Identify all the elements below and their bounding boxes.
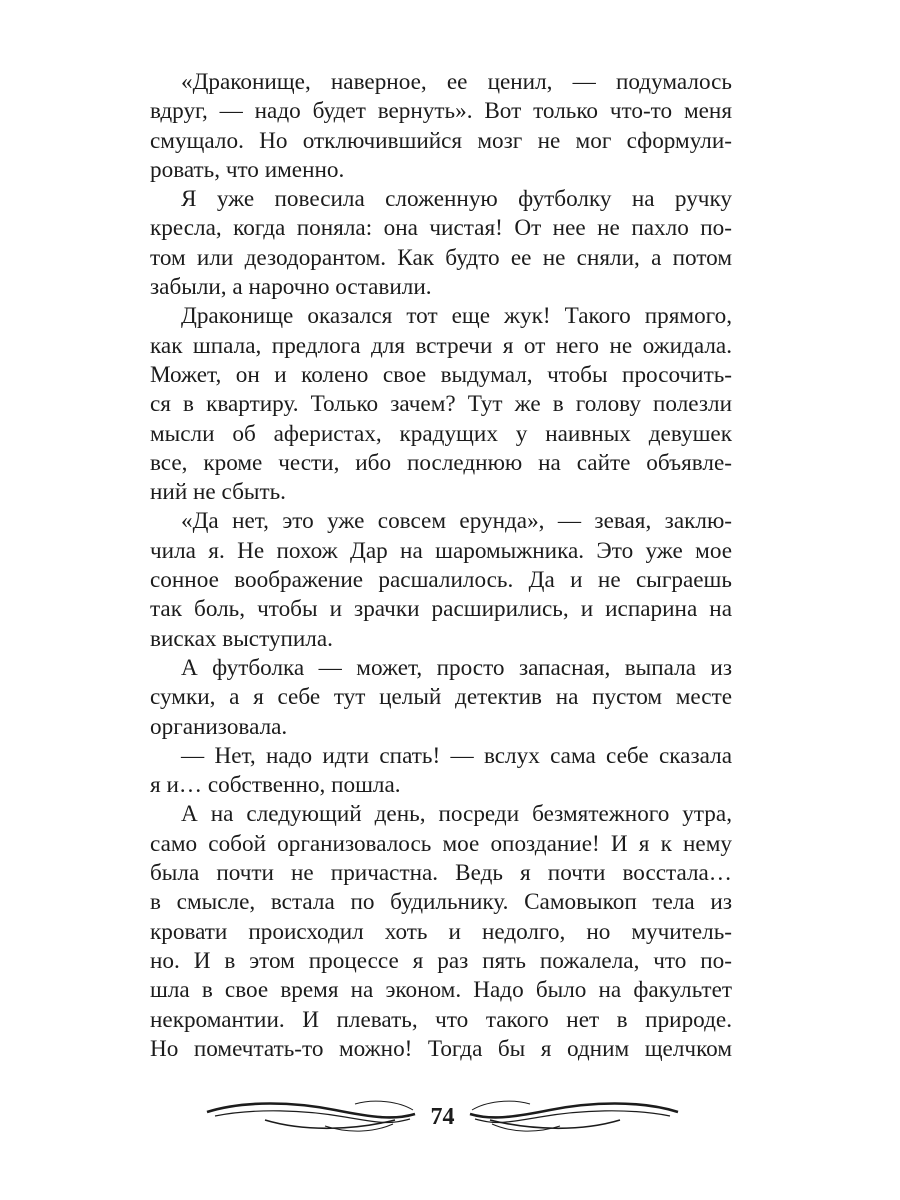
text-line: вдруг, — надо будет вернуть». Вот только что-то меня — [150, 98, 732, 125]
text-line: Драконище оказался тот еще жук! Такого прямого, — [181, 303, 732, 330]
text-line: Но помечтать-то можно! Тогда бы я одним щелчком — [150, 1035, 732, 1062]
right-flourish-ornament — [467, 1090, 680, 1140]
text-line: том или дезодорантом. Как будто ее не сняли, а потом — [150, 244, 732, 271]
text-line: кровати происходил хоть и недолго, но мучитель- — [150, 918, 732, 945]
text-line: Может, он и колено свое выдумал, чтобы просочить- — [150, 361, 732, 388]
text-line: А на следующий день, посреди безмятежного утра, — [181, 801, 732, 828]
text-line: так боль, чтобы и зрачки расширились, и испарина на — [150, 596, 732, 623]
text-line: сонное воображение расшалилось. Да и не сыграешь — [150, 567, 732, 594]
text-line: организовала. — [150, 713, 288, 740]
text-line: само собой организовалось мое опоздание! И я к нему — [150, 830, 732, 857]
text-line: «Да нет, это уже совсем ерунда», — зевая, заклю- — [181, 508, 732, 535]
text-line: висках выступила. — [150, 625, 333, 652]
text-line: «Драконище, наверное, ее ценил, — подумалось — [181, 69, 732, 95]
text-line: ровать, что именно. — [150, 156, 345, 183]
text-line: смущало. Но отключившийся мозг не мог сформули- — [150, 127, 732, 154]
text-line: была почти не причастна. Ведь я почти восстала… — [150, 860, 732, 887]
text-line: ся в квартиру. Только зачем? Тут же в голову полезли — [150, 391, 732, 418]
text-line: забыли, а нарочно оставили. — [150, 274, 432, 301]
text-line: но. И в этом процессе я раз пять пожалела, что по- — [150, 947, 732, 974]
text-line: я и… собственно, пошла. — [150, 772, 401, 799]
text-line: А футболка — может, просто запасная, выпала из — [181, 654, 732, 681]
text-line: как шпала, предлога для встречи я от него не ожидала. — [150, 332, 732, 359]
book-page-text — [150, 68, 732, 1064]
text-line: — Нет, надо идти спать! — вслух сама себе сказала — [181, 742, 732, 769]
text-line: все, кроме чести, ибо последнюю на сайте объявле- — [150, 449, 732, 476]
text-line: в смысле, встала по будильнику. Самовыкоп тела из — [150, 889, 732, 916]
text-line: чила я. Не похож Дар на шаромыжника. Это уже мое — [150, 537, 732, 564]
text-line: Я уже повесила сложенную футболку на ручку — [181, 186, 732, 213]
text-line: мысли об аферистах, крадущих у наивных девушек — [150, 420, 732, 447]
text-line: сумки, а я себе тут целый детектив на пустом месте — [150, 684, 732, 711]
text-line: шла в свое время на эконом. Надо было на факультет — [150, 977, 732, 1004]
page-number: 74 — [430, 1104, 455, 1130]
text-line: кресла, когда поняла: она чистая! От нее не пахло по- — [150, 215, 732, 242]
page-footer — [205, 1090, 680, 1150]
text-line: некромантии. И плевать, что такого нет в природе. — [150, 1006, 732, 1033]
text-line: ний не сбыть. — [150, 479, 286, 506]
